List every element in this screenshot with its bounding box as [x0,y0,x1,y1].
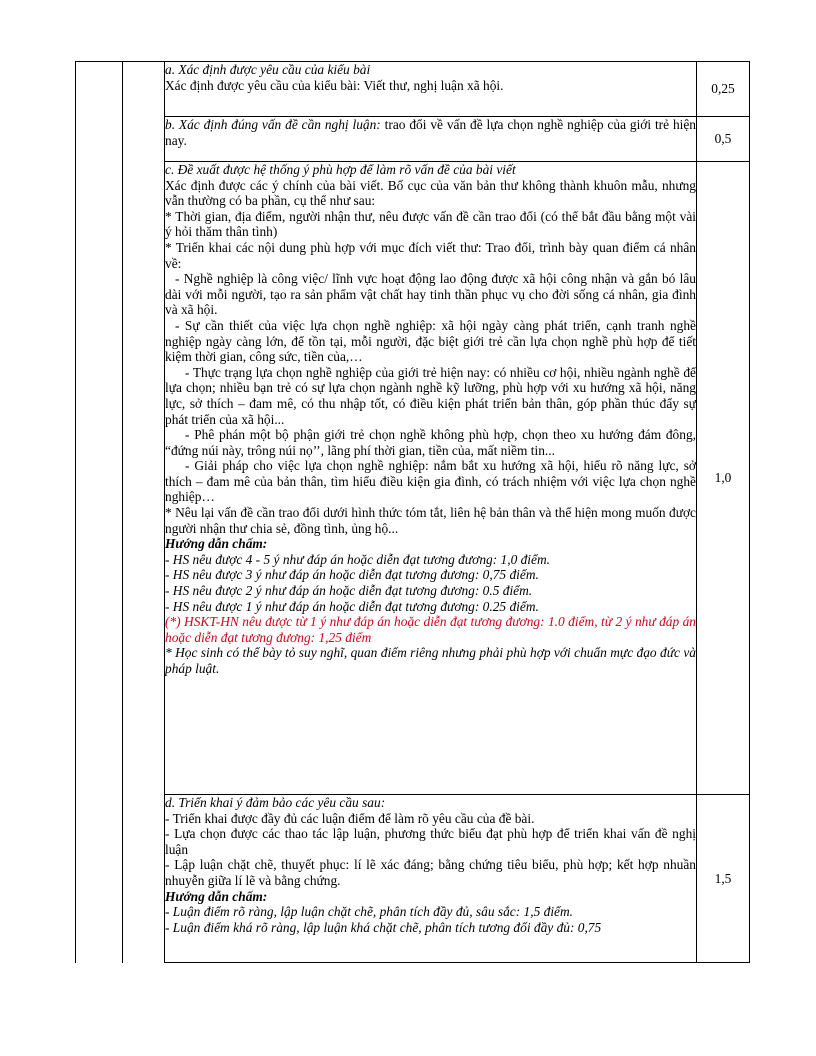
rubric-row-b [76,117,750,162]
criterion-c-line: Xác định được các ý chính của bài viết. Bố cục của văn bản thư không thành khuôn mẫu, nhưng vẫn thường có ba phần, cụ thể như sau: [165,177,696,209]
criterion-d [165,795,697,963]
criterion-d-line: - Triển khai được đầy đủ các luận điểm để làm rõ yêu cầu của đề bài. [165,810,535,826]
section-column [76,62,123,963]
criterion-b [165,117,697,162]
guide-line-c: - HS nêu được 2 ý như đáp án hoặc diễn đạt tương đương: 0.5 điểm. [165,583,533,599]
criterion-d-line: - Lựa chọn được các thao tác lập luận, phương thức biểu đạt phù hợp để triển khai vấn đề nghị luận [165,826,696,857]
guide-title-c: Hướng dẫn chấm: [165,536,268,552]
criterion-c-heading: c. Đề xuất được hệ thống ý phù hợp để làm rõ vấn đề của bài viết [165,162,516,177]
criterion-c [165,162,697,795]
criterion-c-line: - Thực trạng lựa chọn nghề nghiệp của giới trẻ hiện nay: có nhiều cơ hội, nhiều ngành nghề để lựa chọn; nhiều bạn trẻ có sự lựa chọn ngành nghề kỹ lưỡng, phù hợp với xu hướng xã hội, năng lực, sở thích – đam mê, có thu nhập tốt, có điều kiện phát triển bản thân, góp phần thúc đẩy sự phát triển của xã hội... [165,364,696,427]
rubric-row-a [76,62,750,117]
rubric-row-c [76,162,750,795]
score-b: 0,5 [697,117,750,162]
criterion-a-line: Xác định được yêu cầu của kiểu bài: Viết thư, nghị luận xã hội. [165,77,504,93]
special-note-c: (*) HSKT-HN nêu được từ 1 ý như đáp án hoặc diễn đạt tương đương: 1.0 điểm, từ 2 ý như đáp án hoặc diễn đạt tương đương: 1,25 điểm [165,614,696,645]
guide-line-d: - Luận điểm rõ ràng, lập luận chặt chẽ, phân tích đầy đủ, sâu sắc: 1,5 điểm. [165,904,573,920]
final-note-c: * Học sinh có thể bày tỏ suy nghĩ, quan điểm riêng nhưng phải phù hợp với chuẩn mực đạo đức và pháp luật. [165,645,696,676]
guide-line-c: - HS nêu được 3 ý như đáp án hoặc diễn đạt tương đương: 0,75 điểm. [165,567,539,583]
guide-title-d: Hướng dẫn chấm: [165,888,268,904]
criterion-c-line: * Triển khai các nội dung phù hợp với mục đích viết thư: Trao đổi, trình bày quan điểm cá nhân về: [165,239,696,271]
criterion-b-heading: b. Xác định đúng vấn đề cần nghị luận: [165,117,381,132]
criterion-b-text: trao đổi về vấn đề lựa chọn nghề nghiệp của giới trẻ hiện nay. [165,117,697,148]
rubric-table [75,61,750,963]
rubric-row-d [76,795,750,963]
item-column [123,62,165,963]
criterion-a-heading: a. Xác định được yêu cầu của kiểu bài [165,62,371,77]
guide-line-d: - Luận điểm khá rõ ràng, lập luận khá chặt chẽ, phân tích tương đối đầy đủ: 0,75 [165,919,602,935]
score-a: 0,25 [697,62,750,117]
guide-line-c: - HS nêu được 1 ý như đáp án hoặc diễn đạt tương đương: 0.25 điểm. [165,598,539,614]
criterion-c-line: - Nghề nghiệp là công việc/ lĩnh vực hoạt động lao động được xã hội công nhận và gắn bó lâu dài với mỗi người, tạo ra sản phẩm vật chất hay tinh thần phục vụ cho đời sống cá nhân, gia đình và xã hội. [165,271,696,318]
criterion-c-line: - Sự cần thiết của việc lựa chọn nghề nghiệp: xã hội ngày càng phát triển, cạnh tranh nghề nghiệp ngày càng lớn, để tồn tại, mỗi người, đặc biệt giới trẻ cần lựa chọn nghề phù hợp để tiết kiệm thời gian, công sức, tiền của,… [165,317,696,365]
score-d: 1,5 [697,795,750,963]
score-c: 1,0 [697,162,750,795]
guide-line-c: - HS nêu được 4 - 5 ý như đáp án hoặc diễn đạt tương đương: 1,0 điểm. [165,551,550,567]
criterion-c-line: - Giải pháp cho việc lựa chọn nghề nghiệp: nắm bắt xu hướng xã hội, hiểu rõ năng lực, sở thích – đam mê của bản thân, tìm hiểu điều kiện gia đình, có trách nhiệm với việc lựa chọn nghề nghiệp… [165,458,696,505]
criterion-c-line: * Nêu lại vấn đề cần trao đổi dưới hình thức tóm tắt, liên hệ bản thân và thể hiện mong muốn được người nhận thư chia sẻ, đồng tình, ủng hộ... [165,505,696,536]
criterion-c-line: - Phê phán một bộ phận giới trẻ chọn nghề không phù hợp, chọn theo xu hướng đám đông, “đứng núi này, trông núi nọ’’, lãng phí thời gian, tiền của, mất niềm tin... [165,427,696,458]
criterion-c-line: * Thời gian, địa điểm, người nhận thư, nêu được vấn đề cần trao đổi (có thể bắt đầu bằng một vài ý hỏi thăm thân tình) [165,208,696,240]
criterion-d-line: - Lập luận chặt chẽ, thuyết phục: lí lẽ xác đáng; bằng chứng tiêu biểu, phù hợp; kết hợp nhuần nhuyễn giữa lí lẽ và bằng chứng. [165,857,696,888]
criterion-d-heading: d. Triển khai ý đảm bảo các yêu cầu sau: [165,795,386,810]
criterion-a [165,62,697,117]
